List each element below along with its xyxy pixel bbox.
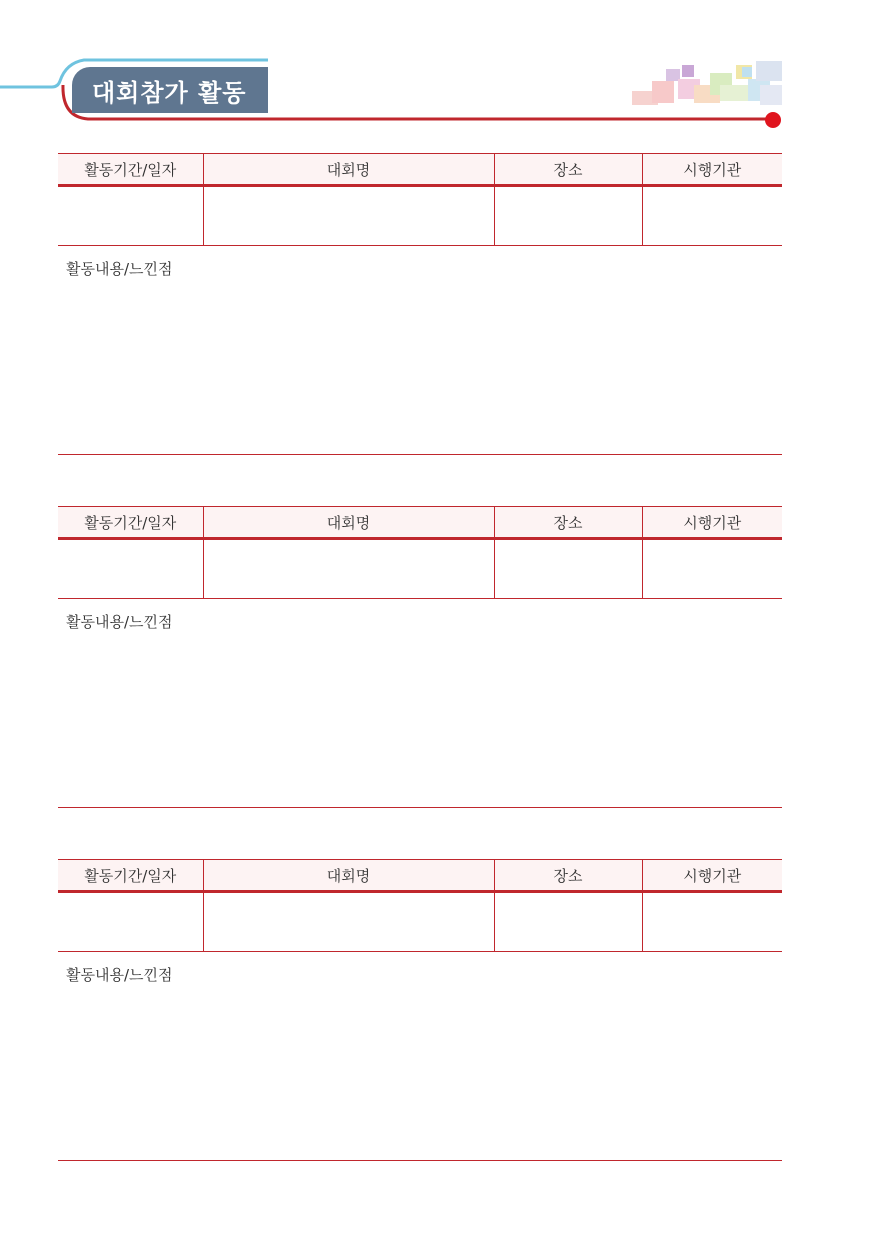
content-area[interactable] [58, 632, 782, 808]
period-field[interactable] [58, 186, 203, 246]
content-label: 활동내용/느낀점 [66, 613, 173, 631]
content-label: 활동내용/느낀점 [66, 260, 173, 278]
content-area[interactable] [58, 985, 782, 1161]
content-label: 활동내용/느낀점 [66, 966, 173, 984]
header-period: 활동기간/일자 [58, 507, 203, 539]
event-name-field[interactable] [203, 539, 494, 599]
table-row [58, 186, 782, 246]
header-event-name: 대회명 [203, 860, 494, 892]
header-event-name: 대회명 [203, 154, 494, 186]
content-area[interactable] [58, 279, 782, 455]
table-header-row [58, 507, 782, 539]
header-location: 장소 [494, 507, 642, 539]
page-title: 대회참가 활동 [72, 67, 268, 113]
activity-info-table [58, 859, 782, 952]
header-period: 활동기간/일자 [58, 154, 203, 186]
location-field[interactable] [494, 186, 642, 246]
table-row [58, 539, 782, 599]
organizer-field[interactable] [642, 186, 782, 246]
activity-record-1 [58, 153, 782, 455]
activity-info-table [58, 153, 782, 246]
header-organizer: 시행기관 [642, 860, 782, 892]
event-name-field[interactable] [203, 186, 494, 246]
activity-info-table [58, 506, 782, 599]
header-organizer: 시행기관 [642, 154, 782, 186]
activity-record-3 [58, 859, 782, 1161]
period-field[interactable] [58, 539, 203, 599]
activity-record-2 [58, 506, 782, 808]
table-row [58, 892, 782, 952]
organizer-field[interactable] [642, 892, 782, 952]
page-header [0, 55, 790, 130]
header-location: 장소 [494, 154, 642, 186]
header-period: 활동기간/일자 [58, 860, 203, 892]
header-event-name: 대회명 [203, 507, 494, 539]
header-organizer: 시행기관 [642, 507, 782, 539]
table-header-row [58, 860, 782, 892]
location-field[interactable] [494, 892, 642, 952]
organizer-field[interactable] [642, 539, 782, 599]
period-field[interactable] [58, 892, 203, 952]
header-location: 장소 [494, 860, 642, 892]
event-name-field[interactable] [203, 892, 494, 952]
decorative-squares-icon [620, 55, 785, 115]
table-header-row [58, 154, 782, 186]
location-field[interactable] [494, 539, 642, 599]
